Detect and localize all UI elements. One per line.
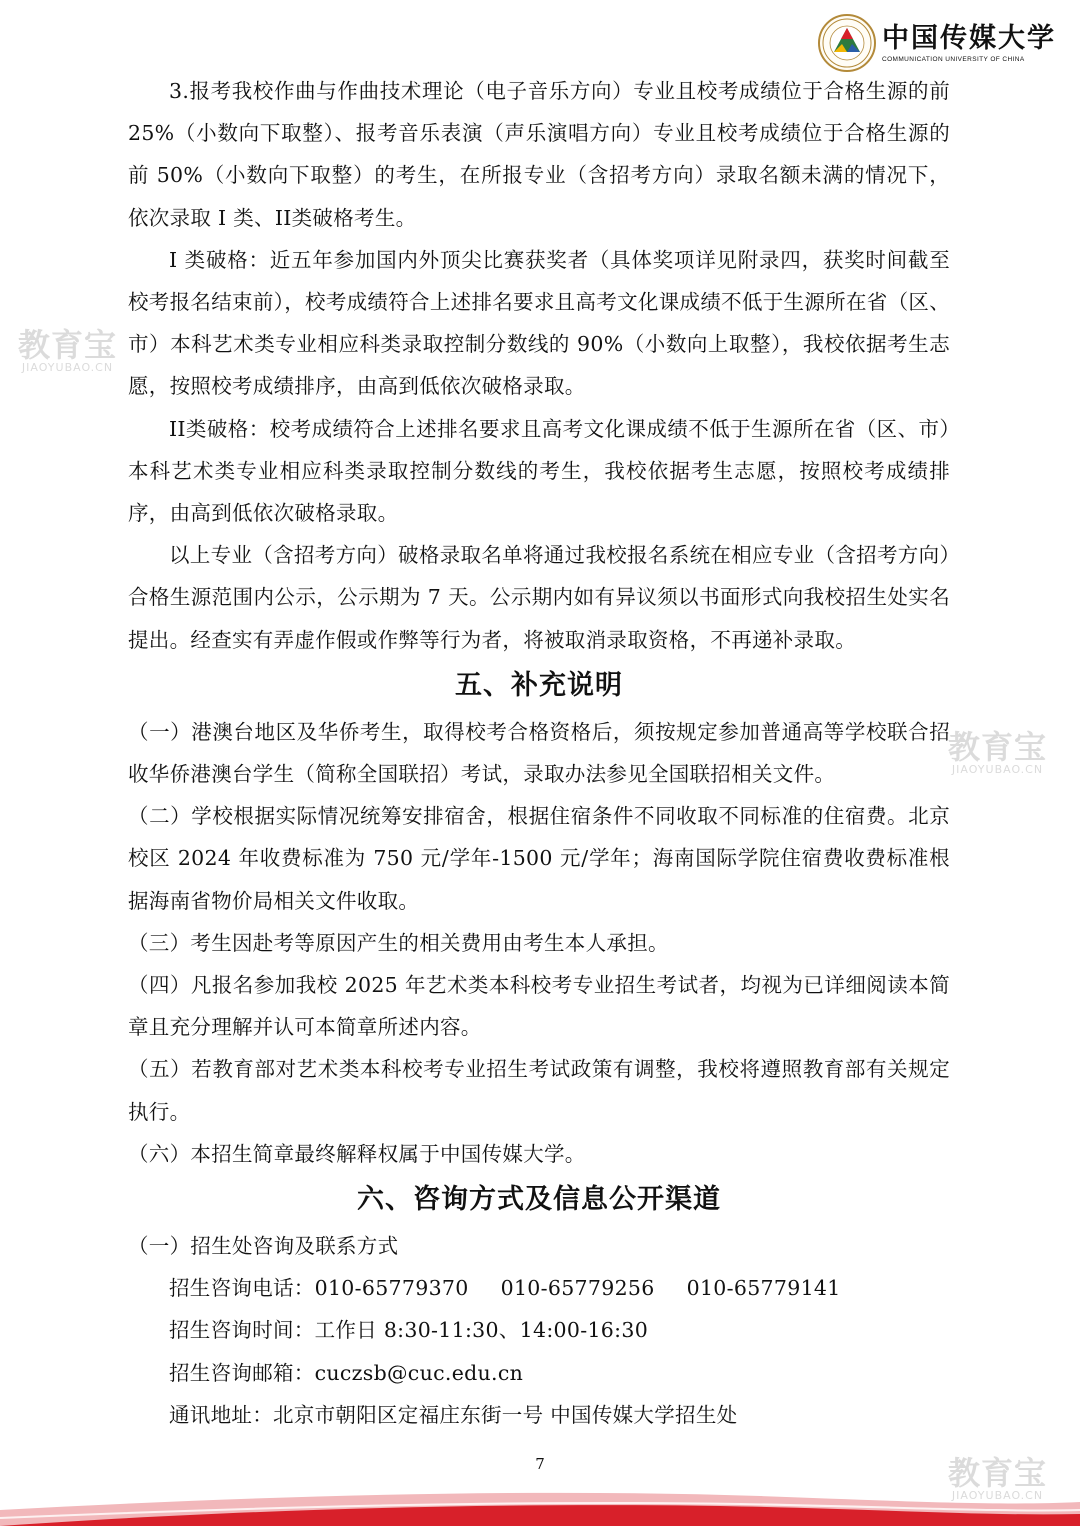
watermark-url: JIAOYUBAO.CN — [21, 361, 114, 374]
paragraph-class-i-exception: I 类破格：近五年参加国内外顶尖比赛获奖者（具体奖项详见附录四，获奖时间截至校考报名结束前），校考成绩符合上述排名要求且高考文化课成绩不低于生源所在省（区、市）本科艺术类专业相应科类录取控制分数线的 90%（小数向上取整），我校依据考生志愿，按照校考成绩排序，由高到低依次破格录取。 — [128, 247, 950, 399]
contact-email: 招生咨询邮箱：cuczsb@cuc.edu.cn — [169, 1360, 524, 1385]
watermark-url: JIAOYUBAO.CN — [951, 763, 1044, 776]
watermark-text: 教育宝 — [948, 728, 1048, 766]
contact-phones — [128, 1267, 950, 1309]
supplementary-item-4: （四）凡报名参加我校 2025 年艺术类本科校考专业招生考试者，均视为已详细阅读本简章且充分理解并认可本简章所述内容。 — [128, 973, 950, 1040]
footer-wave-decoration — [0, 1466, 1080, 1526]
university-seal-icon — [818, 14, 876, 72]
contact-hours: 招生咨询时间：工作日 8:30-11:30、14:00-16:30 — [169, 1318, 649, 1343]
paragraph-exception-publicity: 以上专业（含招考方向）破格录取名单将通过我校报名系统在相应专业（含招考方向）合格生源范围内公示，公示期为 7 天。公示期内如有异议须以书面形式向我校招生处实名提出。经查实有弄虚作假或作弊等行为者，将被取消录取资格，不再递补录取。 — [128, 543, 950, 652]
logo-english-name: COMMUNICATION UNIVERSITY OF CHINA — [882, 55, 1025, 63]
phone-number-2: 010-65779256 — [500, 1276, 655, 1301]
phone-number-1: 010-65779370 — [314, 1276, 469, 1301]
logo-chinese-name: 中国传媒大学 — [882, 22, 1056, 54]
watermark-right-middle — [948, 730, 1047, 776]
supplementary-item-6: （六）本招生简章最终解释权属于中国传媒大学。 — [128, 1141, 586, 1166]
watermark-text: 教育宝 — [18, 326, 118, 364]
supplementary-item-1: （一）港澳台地区及华侨考生，取得校考合格资格后，须按规定参加普通高等学校联合招收华侨港澳台学生（简称全国联招）考试，录取办法参见全国联招相关文件。 — [128, 719, 950, 787]
page-number: 7 — [535, 1455, 545, 1473]
paragraph-class-ii-exception: II类破格：校考成绩符合上述排名要求且高考文化课成绩不低于生源所在省（区、市）本科艺术类专业相应科类录取控制分数线的考生，我校依据考生志愿，按照校考成绩排序，由高到低依次破格录取。 — [128, 416, 950, 526]
watermark-text: 教育宝 — [948, 1454, 1048, 1492]
supplementary-item-3: （三）考生因赴考等原因产生的相关费用由考生本人承担。 — [128, 930, 669, 955]
paragraph-admission-rule-3: 3.报考我校作曲与作曲技术理论（电子音乐方向）专业且校考成绩位于合格生源的前 25%（小数向下取整）、报考音乐表演（声乐演唱方向）专业且校考成绩位于合格生源的前 50%（小数向下取整）的考生，在所报专业（含招考方向）录取名额未满的情况下，依次录取 I 类、II类破格考生。 — [128, 79, 950, 230]
watermark-left — [18, 328, 117, 374]
phone-label: 招生咨询电话： — [169, 1276, 315, 1301]
section-heading-contact: 六、咨询方式及信息公开渠道 — [357, 1184, 721, 1216]
watermark-url: JIAOYUBAO.CN — [951, 1489, 1044, 1502]
contact-subheading: （一）招生处咨询及联系方式 — [128, 1234, 399, 1259]
university-logo — [818, 14, 1056, 72]
document-body — [128, 70, 950, 1436]
section-heading-supplementary: 五、补充说明 — [455, 669, 623, 701]
supplementary-item-2: （二）学校根据实际情况统筹安排宿舍，根据住宿条件不同收取不同标准的住宿费。北京校区 2024 年收费标准为 750 元/学年-1500 元/学年；海南国际学院住宿费收费标准根据海南省物价局相关文件收取。 — [128, 804, 950, 913]
phone-number-3: 010-65779141 — [686, 1276, 841, 1301]
supplementary-item-5: （五）若教育部对艺术类本科校考专业招生考试政策有调整，我校将遵照教育部有关规定执行。 — [128, 1057, 950, 1124]
contact-address: 通讯地址：北京市朝阳区定福庄东街一号 中国传媒大学招生处 — [169, 1402, 738, 1427]
